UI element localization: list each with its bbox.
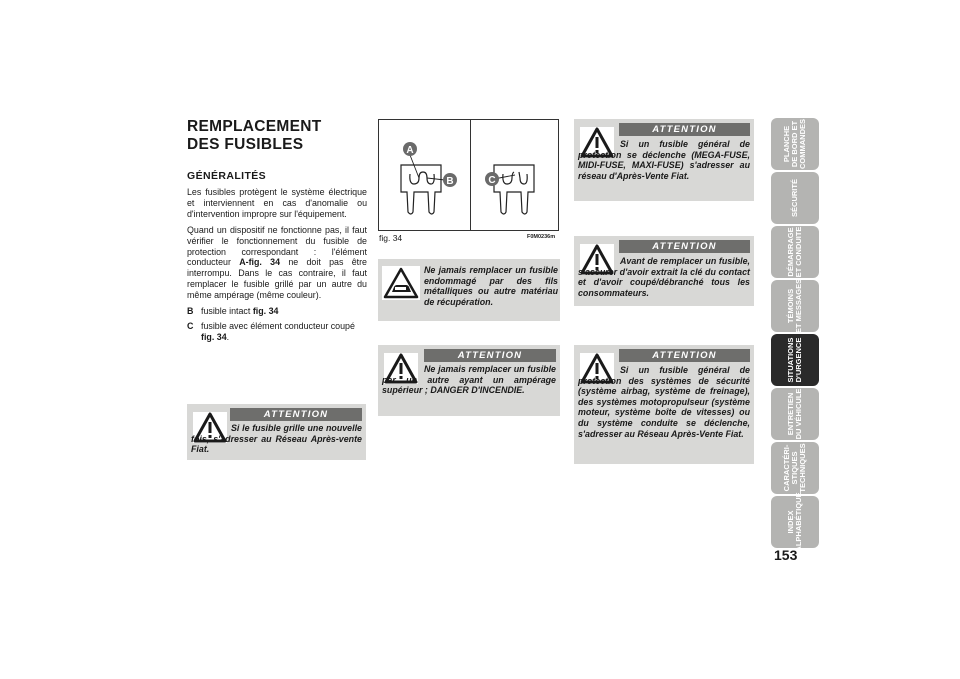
attention-text: Si un fusible général de protection des systèmes de sécurité (système airbag, système de freinage), des systèmes motopropulseur (système moteur, système boîte de vitesses) ou du système conduite se déclenche, s'adresser au Réseau Après-Vente Fiat. xyxy=(578,365,750,439)
tab-demarrage[interactable] xyxy=(771,226,819,278)
attention-box-col3-bottom xyxy=(574,345,754,464)
tab-label-line: TÉMOINS xyxy=(786,288,795,324)
tab-label-line: SÉCURITÉ xyxy=(790,179,799,217)
warning-box xyxy=(378,259,560,321)
paragraph-1: Les fusibles protègent le système électrique et interviennent en cas d'anomalie ou d'intervention impropre sur l'équipement. xyxy=(187,187,367,219)
item-key: B xyxy=(187,306,194,317)
tab-label-line: ENTRETIEN xyxy=(786,392,795,436)
item-ref: fig. 34 xyxy=(201,331,227,342)
tab-label-line: COMMANDES xyxy=(798,119,807,169)
subheading: GÉNÉRALITÉS xyxy=(187,170,267,182)
attention-box-col2 xyxy=(378,345,560,416)
tab-label-line: TECHNIQUES xyxy=(798,443,807,493)
tab-label-line: DE BORD ET xyxy=(790,120,799,168)
item-text xyxy=(201,306,367,317)
tab-caracteristiques[interactable] xyxy=(771,442,819,494)
callout-b xyxy=(443,173,457,187)
tab-label-line: STIQUES xyxy=(790,451,799,485)
body-text xyxy=(187,187,367,347)
tab-entretien[interactable] xyxy=(771,388,819,440)
section-title xyxy=(187,118,367,154)
attention-banner: ATTENTION xyxy=(619,123,750,136)
callout-c-label: C xyxy=(488,175,496,186)
attention-banner: ATTENTION xyxy=(619,349,750,362)
paragraph-2-a: Quand un dispositif ne fonctionne pas, il faut vérifier le fonctionnement du fusible de protection correspondant : l'élément conducteur xyxy=(187,224,367,268)
tab-label xyxy=(787,338,803,383)
figure-caption: fig. 34 xyxy=(379,233,403,243)
attention-text: Ne jamais remplacer un fusible par un autre ayant un ampérage supérieur ; DANGER D'INCENDIE. xyxy=(382,364,556,396)
car-warning-icon xyxy=(382,266,420,300)
item-text xyxy=(201,321,367,343)
item-end: . xyxy=(226,331,230,342)
tab-label-line: PLANCHE xyxy=(782,125,791,163)
tab-label-line: ET CONDUITE xyxy=(794,226,803,278)
tab-label-line: CARACTÉRI- xyxy=(782,444,791,492)
callout-c xyxy=(485,172,499,186)
tab-label xyxy=(783,443,807,492)
tab-situations-urgence[interactable] xyxy=(771,334,819,386)
figure-code: F0M0236m xyxy=(527,234,556,240)
attention-banner: ATTENTION xyxy=(230,408,362,421)
item-desc: fusible avec élément conducteur coupé xyxy=(201,320,355,331)
tab-securite[interactable] xyxy=(771,172,819,224)
tab-temoins[interactable] xyxy=(771,280,819,332)
paragraph-2-b: ne doit pas être interrompu. Dans le cas contraire, il faut remplacer le fusible grillé par un autre du même ampérage (même couleur). xyxy=(187,257,367,301)
intact-fuse-drawing xyxy=(401,165,441,214)
warning-text: Ne jamais remplacer un fusible endommagé par des fils métalliques ou autre matériau de récupération. xyxy=(424,265,558,307)
page-number: 153 xyxy=(774,547,798,563)
tab-label xyxy=(787,227,803,278)
attention-banner: ATTENTION xyxy=(424,349,556,362)
tab-label-line: SITUATIONS xyxy=(786,337,795,383)
attention-text: Si un fusible général de protection se déclenche (MEGA-FUSE, MIDI-FUSE, MAXI-FUSE) s'adresser au réseau d'Après-Vente Fiat. xyxy=(578,139,750,181)
list-item xyxy=(187,321,367,343)
tab-label xyxy=(787,389,803,440)
item-key: C xyxy=(187,320,194,331)
title-line-2: DES FUSIBLES xyxy=(187,136,304,153)
tab-label-line: INDEX xyxy=(786,510,795,534)
tab-index[interactable] xyxy=(771,492,819,552)
attention-text: Avant de remplacer un fusible, s'assurer d'avoir extrait la clé du contact et d'avoir coupé/débranché tous les consommateurs. xyxy=(578,256,750,298)
item-desc: fusible intact xyxy=(201,306,253,317)
list-item xyxy=(187,306,367,317)
tab-label-line: ET MESSAGES xyxy=(794,278,803,334)
tab-label-line: DU VÉHICULE xyxy=(794,388,803,440)
figure-34 xyxy=(378,119,559,231)
attention-box-col3-top xyxy=(574,119,754,201)
tab-label xyxy=(787,492,803,551)
tab-label-line: D'URGENCE xyxy=(794,337,803,383)
tab-label xyxy=(783,119,807,169)
fuse-illustration xyxy=(379,120,559,230)
tab-label xyxy=(791,179,799,217)
title-line-1: REMPLACEMENT xyxy=(187,118,322,135)
attention-box-col3-mid xyxy=(574,236,754,306)
paragraph-2-ref: A-fig. 34 xyxy=(239,257,281,268)
blown-fuse-drawing xyxy=(494,165,534,214)
attention-banner: ATTENTION xyxy=(619,240,750,253)
paragraph-2 xyxy=(187,225,367,301)
attention-box-col1 xyxy=(187,404,366,460)
attention-text: Si le fusible grille une nouvelle fois, s'adresser au Réseau Après-vente Fiat. xyxy=(191,423,362,455)
callout-a xyxy=(403,142,417,156)
tab-label-line: DÉMARRAGE xyxy=(786,227,795,277)
tab-label-line: ALPHABÉTIQUE xyxy=(794,492,803,552)
tab-label xyxy=(787,279,803,333)
callout-a-label: A xyxy=(406,145,414,156)
item-ref: fig. 34 xyxy=(252,306,279,317)
tab-planche-de-bord[interactable] xyxy=(771,118,819,170)
callout-b-label: B xyxy=(446,176,454,187)
